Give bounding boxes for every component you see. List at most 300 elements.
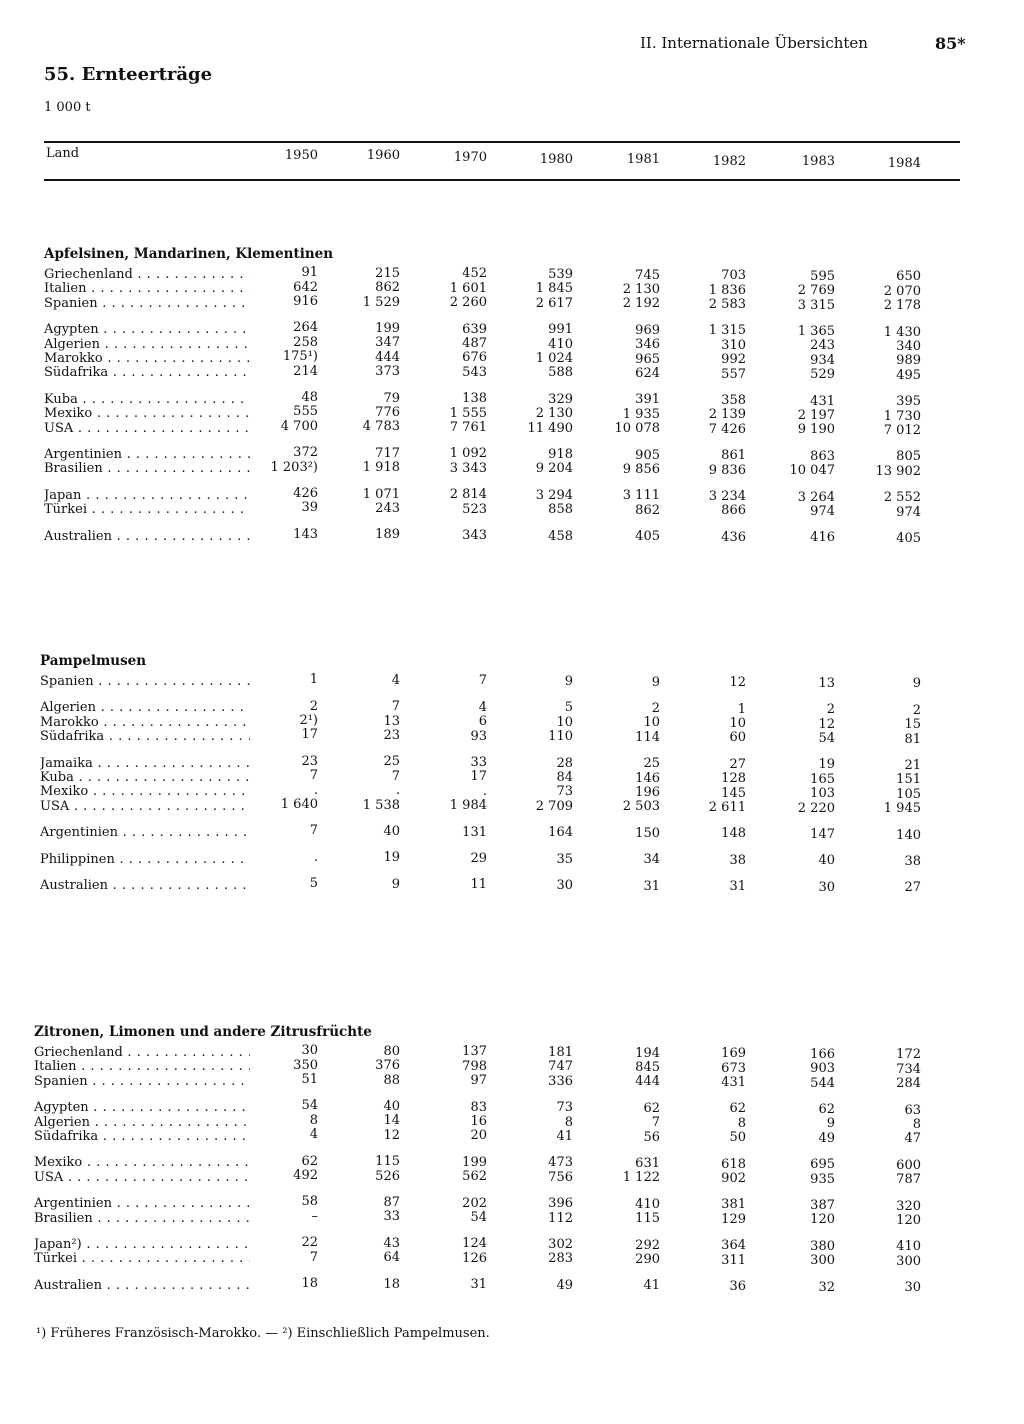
table-row xyxy=(0,1153,1024,1173)
table-row xyxy=(0,486,1024,506)
table-row xyxy=(0,459,1024,479)
table-cell: 1 092 xyxy=(449,446,487,462)
table-cell: 18 xyxy=(383,1276,400,1292)
table-cell: 343 xyxy=(462,528,487,543)
table-cell: 2 552 xyxy=(883,490,921,506)
table-cell: 858 xyxy=(548,502,573,518)
country-name: Argentinien xyxy=(40,826,118,841)
table-cell: 49 xyxy=(556,1277,573,1293)
table-cell: 7 761 xyxy=(449,420,487,435)
table-cell: 358 xyxy=(721,392,746,408)
table-cell: 526 xyxy=(375,1168,400,1184)
table-cell: 41 xyxy=(643,1278,660,1294)
table-cell: 64 xyxy=(383,1250,400,1266)
table-cell: 3 111 xyxy=(622,488,660,504)
table-cell: 145 xyxy=(721,785,746,801)
table-cell: 2 814 xyxy=(449,487,487,503)
table-cell: 5 xyxy=(564,700,573,716)
table-cell: 9 xyxy=(651,674,660,690)
table-row xyxy=(0,1208,1024,1228)
table-row xyxy=(0,1127,1024,1147)
country-name: Südafrika xyxy=(44,366,109,381)
table-cell: 902 xyxy=(721,1170,746,1186)
table-cell: 27 xyxy=(904,880,921,896)
table-cell: 376 xyxy=(375,1058,400,1074)
country-name: Spanien xyxy=(34,1074,88,1089)
table-title: 55. Ernteerträge xyxy=(44,64,213,85)
table-cell: 39 xyxy=(301,500,318,516)
table-cell: 452 xyxy=(462,266,487,282)
table-cell: 16 xyxy=(470,1114,487,1129)
table-cell: 110 xyxy=(548,729,573,745)
table-cell: 40 xyxy=(383,1099,400,1114)
table-cell: 13 902 xyxy=(875,463,921,479)
table-cell: 4 xyxy=(309,1127,318,1143)
table-cell: 87 xyxy=(383,1195,400,1210)
section-title: Apfelsinen, Mandarinen, Klementinen xyxy=(44,246,334,262)
table-row xyxy=(0,1043,1024,1063)
year-header: 1960 xyxy=(366,148,400,163)
table-cell: 33 xyxy=(383,1209,400,1225)
table-cell: 734 xyxy=(896,1061,921,1077)
table-cell: 25 xyxy=(383,754,400,770)
table-cell: 150 xyxy=(635,825,660,841)
country-name: Japan²) xyxy=(34,1238,82,1252)
table-cell: 33 xyxy=(470,755,487,770)
country-name: USA xyxy=(40,799,70,814)
table-cell: 934 xyxy=(810,352,835,368)
table-cell: 673 xyxy=(721,1060,746,1076)
table-cell: 120 xyxy=(896,1212,921,1228)
table-cell: 8 xyxy=(912,1116,921,1132)
table-cell: 805 xyxy=(896,449,921,465)
table-cell: 126 xyxy=(462,1250,487,1266)
table-cell: 845 xyxy=(635,1059,660,1075)
table-cell: 557 xyxy=(721,366,746,382)
table-cell: 17 xyxy=(301,727,318,743)
footnote: ¹) Früheres Französisch-Marokko. — ²) Einschließlich Pampelmusen. xyxy=(36,1326,490,1341)
table-cell: 300 xyxy=(810,1253,835,1269)
country-name: USA xyxy=(34,1170,64,1185)
country-name: Algerien xyxy=(44,337,100,352)
table-cell: 148 xyxy=(721,826,746,842)
year-header: 1950 xyxy=(284,148,318,163)
table-cell: 84 xyxy=(556,770,573,785)
table-cell: 54 xyxy=(470,1210,487,1225)
table-cell: 320 xyxy=(896,1198,921,1214)
country-name: Australien xyxy=(44,529,113,544)
table-cell: 181 xyxy=(548,1045,573,1060)
table-cell: 58 xyxy=(301,1194,318,1210)
table-cell: 146 xyxy=(635,770,660,786)
country-name: Marokko xyxy=(44,352,103,366)
table-cell: 10 xyxy=(729,715,746,731)
table-cell: 9 856 xyxy=(622,461,660,477)
table-cell: 9 xyxy=(912,676,921,692)
table-cell: 10 xyxy=(556,714,573,730)
table-cell: 347 xyxy=(375,335,400,351)
table-cell: 13 xyxy=(818,675,835,691)
country-name: Australien xyxy=(40,879,109,893)
table-cell: 7 xyxy=(478,673,487,689)
table-cell: 787 xyxy=(896,1172,921,1188)
table-cell: 147 xyxy=(810,826,835,842)
table-cell: 631 xyxy=(635,1155,660,1171)
table-cell: . xyxy=(313,849,318,865)
table-cell: 9 xyxy=(391,876,400,892)
table-cell: 487 xyxy=(462,336,487,351)
table-cell: 974 xyxy=(810,503,835,519)
table-cell: 5 xyxy=(309,876,318,892)
column-header-land: Land xyxy=(46,146,80,161)
table-cell: 196 xyxy=(635,784,660,800)
table-cell: 364 xyxy=(721,1238,746,1254)
table-row xyxy=(0,279,1024,299)
country-name: Australien xyxy=(34,1278,103,1293)
table-cell: 189 xyxy=(375,527,400,543)
table-cell: 310 xyxy=(721,337,746,353)
country-name: Griechenland xyxy=(34,1046,123,1060)
table-cell: 31 xyxy=(643,878,660,894)
country-name: Japan xyxy=(44,488,82,503)
table-cell: 650 xyxy=(896,269,921,285)
table-cell: 35 xyxy=(556,851,573,867)
table-cell: 595 xyxy=(810,268,835,284)
table-cell: 639 xyxy=(462,321,487,337)
table-cell: 54 xyxy=(301,1098,318,1114)
table-cell: 97 xyxy=(470,1073,487,1089)
table-cell: . xyxy=(482,783,487,799)
table-cell: 131 xyxy=(462,824,487,840)
table-cell: 2 583 xyxy=(708,296,746,312)
table-cell: 1 xyxy=(309,672,318,688)
table-cell: 1 538 xyxy=(362,797,400,813)
table-cell: 861 xyxy=(721,448,746,464)
table-cell: 2 139 xyxy=(708,407,746,423)
table-cell: 300 xyxy=(896,1253,921,1269)
table-cell: 974 xyxy=(896,504,921,520)
table-cell: 1 640 xyxy=(280,797,318,812)
country-name: Mexiko xyxy=(44,407,93,422)
running-header: II. Internationale Übersichten xyxy=(640,34,868,52)
table-cell: 2 xyxy=(651,700,660,716)
table-cell: 214 xyxy=(293,363,318,379)
table-row xyxy=(0,404,1024,424)
table-cell: 143 xyxy=(293,526,318,542)
table-cell: 165 xyxy=(810,771,835,787)
table-cell: 866 xyxy=(721,503,746,519)
country-name: Italien xyxy=(34,1060,77,1075)
country-name: Südafrika xyxy=(34,1130,99,1144)
table-cell: 81 xyxy=(904,731,921,747)
table-cell: 2 178 xyxy=(883,298,921,314)
table-cell: . xyxy=(395,783,400,799)
table-cell: 2 617 xyxy=(535,295,573,311)
table-cell: 14 xyxy=(383,1113,400,1129)
table-cell: 495 xyxy=(896,367,921,383)
table-cell: 916 xyxy=(293,294,318,309)
table-row xyxy=(0,876,1024,896)
table-cell: 539 xyxy=(548,267,573,282)
table-cell: 426 xyxy=(293,486,318,501)
table-cell: 18 xyxy=(301,1276,318,1291)
table-row xyxy=(0,823,1024,843)
table-cell: 91 xyxy=(301,265,318,281)
year-header: 1981 xyxy=(626,152,660,167)
table-cell: 969 xyxy=(635,322,660,338)
table-cell: 4 xyxy=(478,699,487,715)
table-cell: 7 xyxy=(391,768,400,784)
table-cell: 63 xyxy=(904,1102,921,1118)
table-row xyxy=(0,445,1024,465)
table-row xyxy=(0,1072,1024,1092)
table-cell: 543 xyxy=(462,364,487,380)
table-row xyxy=(0,1249,1024,1269)
table-cell: 202 xyxy=(462,1195,487,1211)
table-cell: 83 xyxy=(470,1099,487,1115)
table-cell: 918 xyxy=(548,447,573,462)
table-cell: 1 730 xyxy=(883,408,921,424)
table-cell: 2 503 xyxy=(622,799,660,815)
country-name: Südafrika xyxy=(40,730,105,745)
table-cell: 618 xyxy=(721,1156,746,1172)
table-cell: 3 294 xyxy=(535,487,573,503)
table-cell: 2 769 xyxy=(797,283,835,299)
table-row xyxy=(0,672,1024,692)
table-row xyxy=(0,334,1024,354)
table-cell: 416 xyxy=(810,530,835,546)
table-cell: 992 xyxy=(721,352,746,368)
table-cell: 62 xyxy=(643,1100,660,1116)
table-cell: 2 130 xyxy=(622,281,660,297)
table-cell: 50 xyxy=(729,1130,746,1146)
table-cell: 43 xyxy=(383,1235,400,1251)
table-row xyxy=(0,698,1024,718)
table-cell: 1 430 xyxy=(883,324,921,340)
header-rule-top xyxy=(44,141,960,143)
table-cell: 3 234 xyxy=(708,488,746,504)
table-cell: 395 xyxy=(896,394,921,410)
table-cell: 1 xyxy=(737,701,746,717)
country-name: Mexiko xyxy=(34,1156,83,1171)
table-row xyxy=(0,294,1024,314)
table-cell: 8 xyxy=(564,1114,573,1130)
table-cell: 1 601 xyxy=(449,280,487,296)
table-cell: 8 xyxy=(737,1115,746,1131)
unit-label: 1 000 t xyxy=(44,100,91,115)
table-cell: 62 xyxy=(301,1153,318,1169)
page-number: 85* xyxy=(935,34,966,53)
table-cell: 703 xyxy=(721,268,746,284)
table-cell: 19 xyxy=(383,850,400,866)
table-cell: 80 xyxy=(383,1043,400,1059)
table-cell: 23 xyxy=(301,753,318,769)
table-cell: 2 xyxy=(826,702,835,718)
table-cell: 49 xyxy=(818,1130,835,1146)
table-cell: 1 984 xyxy=(449,798,487,814)
country-name: Spanien xyxy=(40,675,94,689)
table-cell: 2 709 xyxy=(535,798,573,814)
country-name: Brasilien xyxy=(34,1211,93,1226)
table-cell: 373 xyxy=(375,364,400,380)
table-cell: 30 xyxy=(904,1280,921,1296)
table-cell: 9 204 xyxy=(535,461,573,477)
table-cell: 32 xyxy=(818,1279,835,1295)
table-cell: 10 xyxy=(643,715,660,731)
table-row xyxy=(0,727,1024,747)
table-cell: 1 935 xyxy=(622,406,660,422)
table-cell: 103 xyxy=(810,786,835,802)
table-cell: 199 xyxy=(462,1154,487,1170)
table-cell: 140 xyxy=(896,827,921,843)
table-cell: 12 xyxy=(383,1127,400,1143)
table-cell: 120 xyxy=(810,1212,835,1228)
table-cell: 7 426 xyxy=(708,421,746,437)
table-cell: 3 264 xyxy=(797,489,835,505)
table-cell: 30 xyxy=(556,878,573,893)
table-cell: 9 836 xyxy=(708,462,746,478)
table-cell: 79 xyxy=(383,390,400,406)
table-cell: 151 xyxy=(896,772,921,788)
table-cell: 444 xyxy=(635,1074,660,1090)
table-cell: 31 xyxy=(470,1277,487,1293)
table-cell: 1 024 xyxy=(535,351,573,366)
table-cell: 40 xyxy=(818,853,835,869)
table-cell: 243 xyxy=(810,338,835,354)
table-cell: 264 xyxy=(293,320,318,336)
table-cell: 600 xyxy=(896,1157,921,1173)
table-cell: 862 xyxy=(375,280,400,296)
country-name: Argentinien xyxy=(44,448,122,462)
table-cell: 2 192 xyxy=(622,296,660,312)
table-row xyxy=(0,1235,1024,1255)
table-cell: 115 xyxy=(635,1211,660,1227)
table-cell: 544 xyxy=(810,1075,835,1091)
table-cell: 129 xyxy=(721,1211,746,1227)
table-cell: 215 xyxy=(375,265,400,281)
table-cell: 17 xyxy=(470,769,487,785)
table-cell: 62 xyxy=(818,1101,835,1117)
table-cell: 258 xyxy=(293,334,318,350)
table-cell: 1 071 xyxy=(362,486,400,502)
table-row xyxy=(0,768,1024,788)
table-row xyxy=(0,390,1024,410)
table-cell: 47 xyxy=(904,1131,921,1147)
table-cell: 905 xyxy=(635,447,660,463)
country-name: Griechenland xyxy=(44,268,133,282)
table-cell: 1 203²) xyxy=(270,459,318,475)
table-cell: 991 xyxy=(548,322,573,338)
table-row xyxy=(0,320,1024,340)
table-cell: 1 122 xyxy=(622,1170,660,1186)
country-name: Marokko xyxy=(40,715,99,730)
table-cell: 38 xyxy=(904,853,921,869)
table-cell: 11 xyxy=(470,877,487,893)
table-cell: 105 xyxy=(896,786,921,802)
table-cell: 40 xyxy=(383,824,400,839)
country-name: Philippinen xyxy=(40,852,115,867)
table-cell: 431 xyxy=(810,393,835,409)
table-cell: 13 xyxy=(383,713,400,729)
table-cell: 4 xyxy=(391,672,400,688)
country-name: Brasilien xyxy=(44,462,103,477)
table-cell: 381 xyxy=(721,1197,746,1213)
table-cell: 199 xyxy=(375,321,400,336)
table-row xyxy=(0,526,1024,546)
country-name: Kuba xyxy=(40,771,74,785)
table-cell: 1 845 xyxy=(535,281,573,297)
table-cell: 15 xyxy=(904,717,921,733)
table-cell: 798 xyxy=(462,1058,487,1074)
table-cell: 36 xyxy=(729,1278,746,1294)
table-cell: 194 xyxy=(635,1045,660,1061)
table-cell: 124 xyxy=(462,1236,487,1252)
table-cell: 7 xyxy=(309,823,318,839)
table-cell: 169 xyxy=(721,1046,746,1062)
table-cell: – xyxy=(311,1208,318,1224)
table-cell: 9 190 xyxy=(797,422,835,438)
table-cell: 2 xyxy=(309,698,318,714)
table-cell: 329 xyxy=(548,391,573,407)
table-cell: 19 xyxy=(818,757,835,773)
country-name: Argentinien xyxy=(34,1197,112,1212)
table-cell: 436 xyxy=(721,529,746,545)
table-row xyxy=(0,349,1024,369)
table-cell: 717 xyxy=(375,445,400,461)
table-cell: 935 xyxy=(810,1171,835,1187)
year-header: 1980 xyxy=(539,152,573,167)
table-row xyxy=(0,1057,1024,1077)
table-cell: 166 xyxy=(810,1046,835,1062)
table-cell: 431 xyxy=(721,1074,746,1090)
table-row xyxy=(0,1194,1024,1214)
table-cell: 863 xyxy=(810,448,835,464)
table-cell: 88 xyxy=(383,1072,400,1088)
table-cell: 30 xyxy=(301,1043,318,1059)
table-cell: 745 xyxy=(635,267,660,283)
table-cell: 3 343 xyxy=(449,460,487,476)
table-cell: 41 xyxy=(556,1129,573,1144)
table-cell: 336 xyxy=(548,1073,573,1089)
country-name: Kuba xyxy=(44,392,78,407)
table-cell: 340 xyxy=(896,338,921,354)
table-cell: 2 130 xyxy=(535,406,573,422)
table-cell: 2 611 xyxy=(708,799,746,815)
table-cell: 48 xyxy=(301,390,318,405)
table-cell: 73 xyxy=(556,784,573,800)
table-cell: 2 260 xyxy=(449,295,487,311)
table-cell: 311 xyxy=(721,1252,746,1268)
table-cell: 114 xyxy=(635,729,660,745)
table-cell: 756 xyxy=(548,1169,573,1185)
table-cell: 12 xyxy=(729,675,746,691)
table-cell: 10 078 xyxy=(614,421,660,437)
table-cell: 137 xyxy=(462,1044,487,1060)
table-cell: 387 xyxy=(810,1197,835,1213)
table-cell: 2 220 xyxy=(797,800,835,816)
table-cell: 2 xyxy=(912,702,921,718)
table-cell: 642 xyxy=(293,279,318,295)
table-cell: 9 xyxy=(564,674,573,689)
table-cell: 56 xyxy=(643,1129,660,1145)
table-cell: 529 xyxy=(810,367,835,383)
table-cell: 8 xyxy=(309,1112,318,1128)
table-row xyxy=(0,363,1024,383)
table-cell: 23 xyxy=(383,728,400,743)
table-row xyxy=(0,753,1024,773)
table-row xyxy=(0,849,1024,869)
table-cell: 30 xyxy=(818,879,835,895)
